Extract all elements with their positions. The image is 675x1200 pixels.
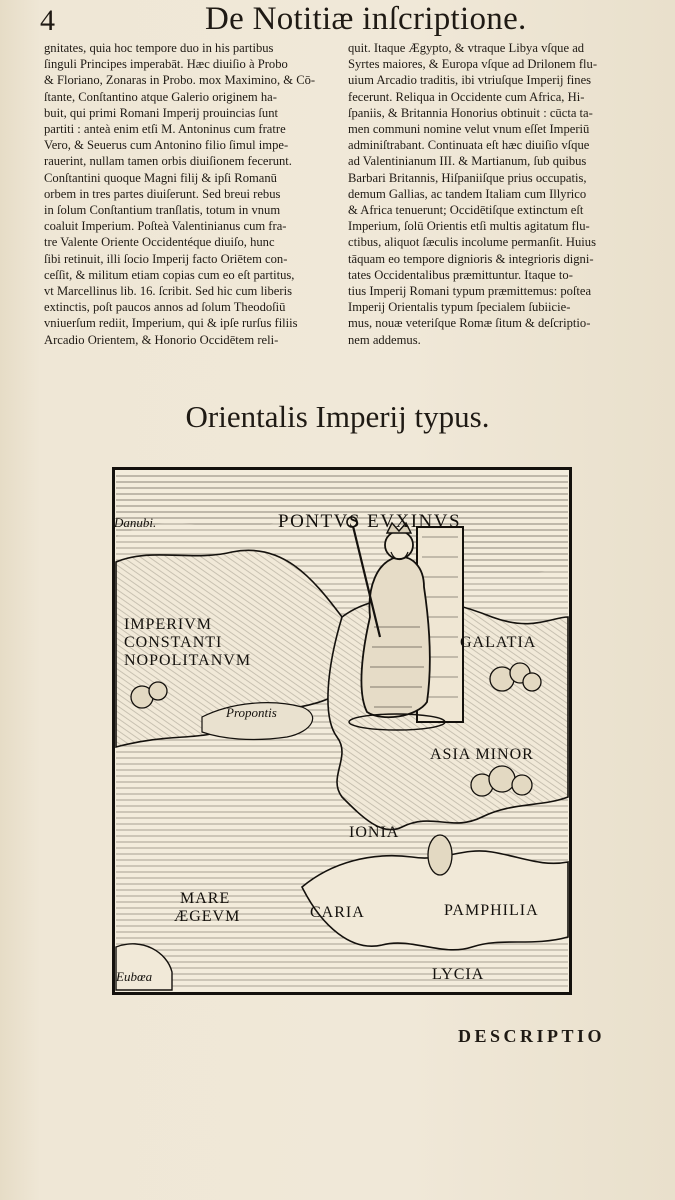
catchword: DESCRIPTIO	[458, 1026, 606, 1046]
tree-clump	[428, 835, 452, 875]
text-line: coaluit Imperium. Poſteà Valentinianus cum fra-	[44, 219, 287, 234]
text-line: extinctis, poſt paucos annos ad ſolum Theodoſiū	[44, 300, 286, 315]
text-line: Syrtes maiores, & Europa vſque ad Drilonem flu-	[348, 57, 598, 72]
text-line: rauerint, nullam tamen orbis diuiſionem fecerunt.	[44, 154, 292, 169]
text-line: tāquam eo tempore dignioris & integrioris digni-	[348, 251, 594, 266]
text-line: & Floriano, Zonaras in Probo. mox Maximino, & Cō-	[44, 73, 316, 88]
text-line: tates Occidentalibus præmittuntur. Itaque to-	[348, 267, 573, 282]
text-line: demum Gallias, ac tandem Italiam cum Illyrico	[348, 186, 587, 201]
label-asia-minor: ASIA MINOR	[430, 746, 534, 763]
text-line: Conſtantini quoque Magni filij & ipſi Romanū	[44, 170, 277, 185]
label-euboea: Eubœa	[116, 969, 153, 984]
text-line: fecerunt. Reliqua in Occidente cum Africa, Hi-	[348, 89, 585, 104]
text-line: ad Valentinianum III. & Martianum, ſub quibus	[348, 154, 587, 169]
text-line: quit. Itaque Ægypto, & vtraque Libya vſque ad	[348, 41, 585, 55]
text-line: mus, nouæ veteriſque Romæ ſitum & deſcriptio-	[348, 316, 591, 331]
text-line: ceſſit, & militum etiam copias cum eo eſt partitus,	[44, 267, 295, 282]
text-line: buit, qui primi Romani Imperij prouincias ſunt	[44, 105, 279, 120]
text-line: men communi nomine velut vnum eſſet Imperiū	[348, 122, 590, 137]
text-line: Barbari Britannis, Hiſpaniiſque prius occupatis,	[348, 170, 587, 185]
label-propontis: Propontis	[226, 705, 277, 720]
label-caria: CARIA	[310, 904, 365, 921]
text-line: & Africa tenuerunt; Occidētiſque extinctum eſt	[348, 203, 584, 218]
label-pamphilia: PAMPHILIA	[444, 902, 539, 919]
right-text-column	[348, 40, 643, 348]
text-line: Imperij Orientalis typum ſpecialem ſubiicie-	[348, 300, 571, 315]
text-line: Arcadio Orientem, & Honorio Occidētem reli-	[44, 332, 279, 347]
label-mare-line2: ÆGEVM	[174, 908, 241, 925]
running-head: De Notitiæ inſcriptione.	[205, 1, 527, 37]
label-imperium-line1: IMPERIVM	[124, 616, 213, 633]
text-line: ſpaniis, & Britannia Honorius obtinuit : cūcta ta-	[348, 105, 593, 120]
text-line: gnitates, quia hoc tempore duo in his partibus	[44, 41, 274, 55]
text-line: tius Imperij Romani typum præmittemus: poſtea	[348, 284, 592, 299]
figure-title: Orientalis Imperij typus.	[185, 399, 490, 434]
text-line: adminiſtrabant. Continuata eſt hæc diuiſio vſque	[348, 138, 590, 153]
text-line: ſibi retinuit, illi ſocio Imperij facto Oriētem con-	[44, 251, 288, 266]
text-line: partiti : anteà enim etſi M. Antoninus cum fratre	[44, 122, 286, 137]
text-line: ctibus, aliquot ſæculis incolume permanſit. Huius	[348, 235, 596, 250]
text-line: vniuerſum rediit, Imperium, qui & ipſe rurſus filiis	[44, 316, 298, 331]
label-lycia: LYCIA	[432, 966, 485, 983]
label-imperium-line3: NOPOLITANVM	[124, 652, 252, 669]
woodcut-map	[112, 467, 572, 995]
page-number: 4	[40, 4, 55, 37]
text-line: ſtante, Conſtantino atque Galerio originem ha-	[44, 89, 277, 104]
text-line: vt Marcellinus lib. 16. ſcribit. Sed hic cum liberis	[44, 284, 292, 299]
left-text-column	[44, 40, 334, 348]
label-imperium-line2: CONSTANTI	[124, 634, 223, 651]
text-line: in ſolum Conſtantium tranſlatis, totum in vnum	[44, 203, 281, 218]
label-galatia: GALATIA	[460, 634, 537, 651]
text-line: Vero, & Seuerus cum Antonino filio ſimul impe-	[44, 138, 289, 153]
label-ionia: IONIA	[349, 824, 400, 841]
text-line: Imperium, ſolū Orientis etſi multis agitatum flu-	[348, 219, 590, 234]
label-pontus-euxinus: PONTVS EVXINVS	[278, 511, 462, 532]
label-danubius: Danubi.	[114, 515, 157, 530]
text-line: ſinguli Principes imperabāt. Hæc diuiſio à Probo	[44, 57, 288, 72]
text-line: orbem in tres partes diuiſerunt. Sed breui rebus	[44, 186, 281, 201]
text-line: tre Valente Oriente Occidentéque diuiſo, hunc	[44, 235, 275, 250]
label-mare-line1: MARE	[180, 890, 231, 907]
text-line: nem addemus.	[348, 332, 421, 347]
text-line: uium Arcadio traditis, ibi vtriuſque Imperij fines	[348, 73, 592, 88]
